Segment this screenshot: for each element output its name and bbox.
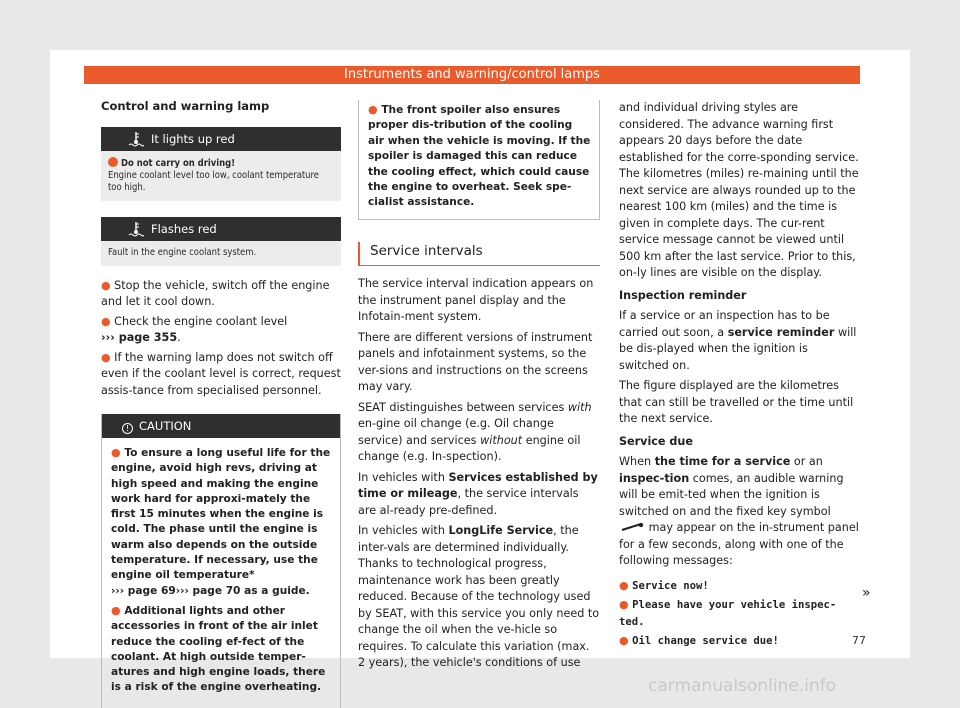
message-item: ● Service now! bbox=[619, 578, 709, 592]
paragraph: If a service or an inspection has to be carried out soon, a service reminder will be dis-played when the ignition is switched on. bbox=[619, 309, 857, 372]
bullet-icon: ● bbox=[111, 446, 121, 459]
warning-dot-icon bbox=[108, 157, 118, 167]
lamp-text: Engine coolant level too low, coolant temperature too high. bbox=[108, 169, 319, 193]
wrench-icon bbox=[619, 523, 645, 531]
column-2 bbox=[358, 100, 600, 676]
caution-header: ! CAUTION bbox=[102, 414, 340, 438]
paragraph: In vehicles with LongLife Service, the inter-vals are determined individually. Thanks to technological progress, maintenance work has been greatly reduced. Because of the technology used by SEAT, with this service you only need to change the oil when the ve-hicle so requires. To calculate this variation (max. 2 years), the vehicle's conditions of use bbox=[358, 524, 600, 670]
page-reference-link[interactable]: ››› page 355 bbox=[101, 331, 178, 344]
subheading: Service due bbox=[619, 434, 693, 448]
coolant-temperature-icon bbox=[128, 221, 144, 237]
lamp-header-flashes-red bbox=[101, 217, 341, 241]
bullet-icon: ● bbox=[101, 350, 111, 364]
lamp-description bbox=[101, 151, 341, 201]
section-label: Control and warning lamp bbox=[101, 99, 270, 113]
page-number: 77 bbox=[852, 634, 866, 647]
message-item: ● Please have your vehicle inspec-ted. bbox=[619, 598, 837, 628]
list-item: ● Check the engine coolant level ››› page 355. bbox=[101, 314, 288, 344]
section-title: Service intervals bbox=[358, 242, 600, 267]
subheading: Inspection reminder bbox=[619, 288, 747, 302]
lamp-header-lights-red bbox=[101, 127, 341, 151]
list-item: ● Stop the vehicle, switch off the engine and let it cool down. bbox=[101, 278, 330, 308]
caution-icon: ! bbox=[122, 423, 133, 434]
column-3 bbox=[619, 100, 859, 653]
watermark: carmanualsonline.info bbox=[648, 676, 837, 696]
paragraph: The figure displayed are the kilometres that can still be travelled or the time until the next service. bbox=[619, 379, 854, 425]
paragraph: SEAT distinguishes between services with en-gine oil change (e.g. Oil change service) and services without engine oil change (e.g. In-spection). bbox=[358, 400, 592, 464]
continue-marker: » bbox=[862, 585, 871, 601]
caution-continuation-box: ● The front spoiler also ensures proper dis-tribution of the cooling air when the vehicle is moving. If the spoiler is damaged this can reduce the cooling effect, which could cause the engine to overheat. Seek spe-cialist assistance. bbox=[358, 100, 600, 220]
caution-item: ● To ensure a long useful life for the engine, avoid high revs, driving at high speed and making the engine work hard for approxi-mately the first 15 minutes when the engine is cold. The phase until the engine is warm also depends on the outside temperature. If necessary, use the engine oil temperature* ››› page 69››› page 70 as a guide. bbox=[111, 446, 331, 597]
bullet-icon: ● bbox=[619, 634, 629, 647]
paragraph: In vehicles with Services established by time or mileage, the service intervals are al-ready pre-defined. bbox=[358, 470, 598, 517]
bullet-icon: ● bbox=[619, 598, 629, 611]
caution-box bbox=[101, 414, 341, 708]
coolant-temperature-icon bbox=[128, 131, 144, 147]
paragraph: and individual driving styles are considered. The advance warning first appears 20 days before the date established for the corre-sponding service. The kilometres (miles) re-maining until the next service are always rounded up to the nearest 100 km (miles) and the time is given in complete days. The cur-rent service message cannot be viewed until 500 km after the last service. Prior to this, on-ly lines are visible on the display. bbox=[619, 101, 859, 279]
bullet-icon: ● bbox=[111, 603, 121, 617]
message-item: ● Oil change service due! bbox=[619, 634, 779, 647]
bullet-icon: ● bbox=[101, 278, 111, 292]
lamp-title: It lights up red bbox=[151, 131, 235, 146]
paragraph: There are different versions of instrument panels and infotainment systems, so the ver-sions and instructions on the screens may vary. bbox=[358, 330, 593, 394]
warning-text: Do not carry on driving! bbox=[121, 157, 236, 169]
caution-item: ● Additional lights and other accessories in front of the air inlet reduce the cooling ef-fect of the coolant. At high outside temper-atures and high engine loads, there is a risk of the engine overheating. bbox=[111, 603, 326, 694]
lamp-title: Flashes red bbox=[151, 221, 217, 236]
lamp-description bbox=[101, 241, 341, 266]
paragraph: The service interval indication appears on the instrument panel display and the Infotain-ment system. bbox=[358, 277, 594, 324]
caution-body bbox=[102, 438, 340, 708]
bullet-icon: ● bbox=[619, 578, 629, 592]
page-header: Instruments and warning/control lamps bbox=[84, 66, 860, 84]
bullet-icon: ● bbox=[368, 103, 378, 116]
lamp-text: Fault in the engine coolant system. bbox=[108, 246, 257, 258]
bullet-icon: ● bbox=[101, 314, 111, 328]
page-reference-link[interactable]: ››› page 69››› page 70 bbox=[111, 584, 241, 597]
column-1 bbox=[101, 96, 341, 708]
list-item: ● If the warning lamp does not switch off even if the coolant level is correct, request assis-tance from specialised personnel. bbox=[101, 350, 341, 397]
paragraph: When the time for a service or an inspec-tion comes, an audible warning will be emit-ted when the ignition is switched on and the fixed key symbol may appear on the in-strument panel for a few seconds, along with one of the following messages: bbox=[619, 455, 859, 567]
